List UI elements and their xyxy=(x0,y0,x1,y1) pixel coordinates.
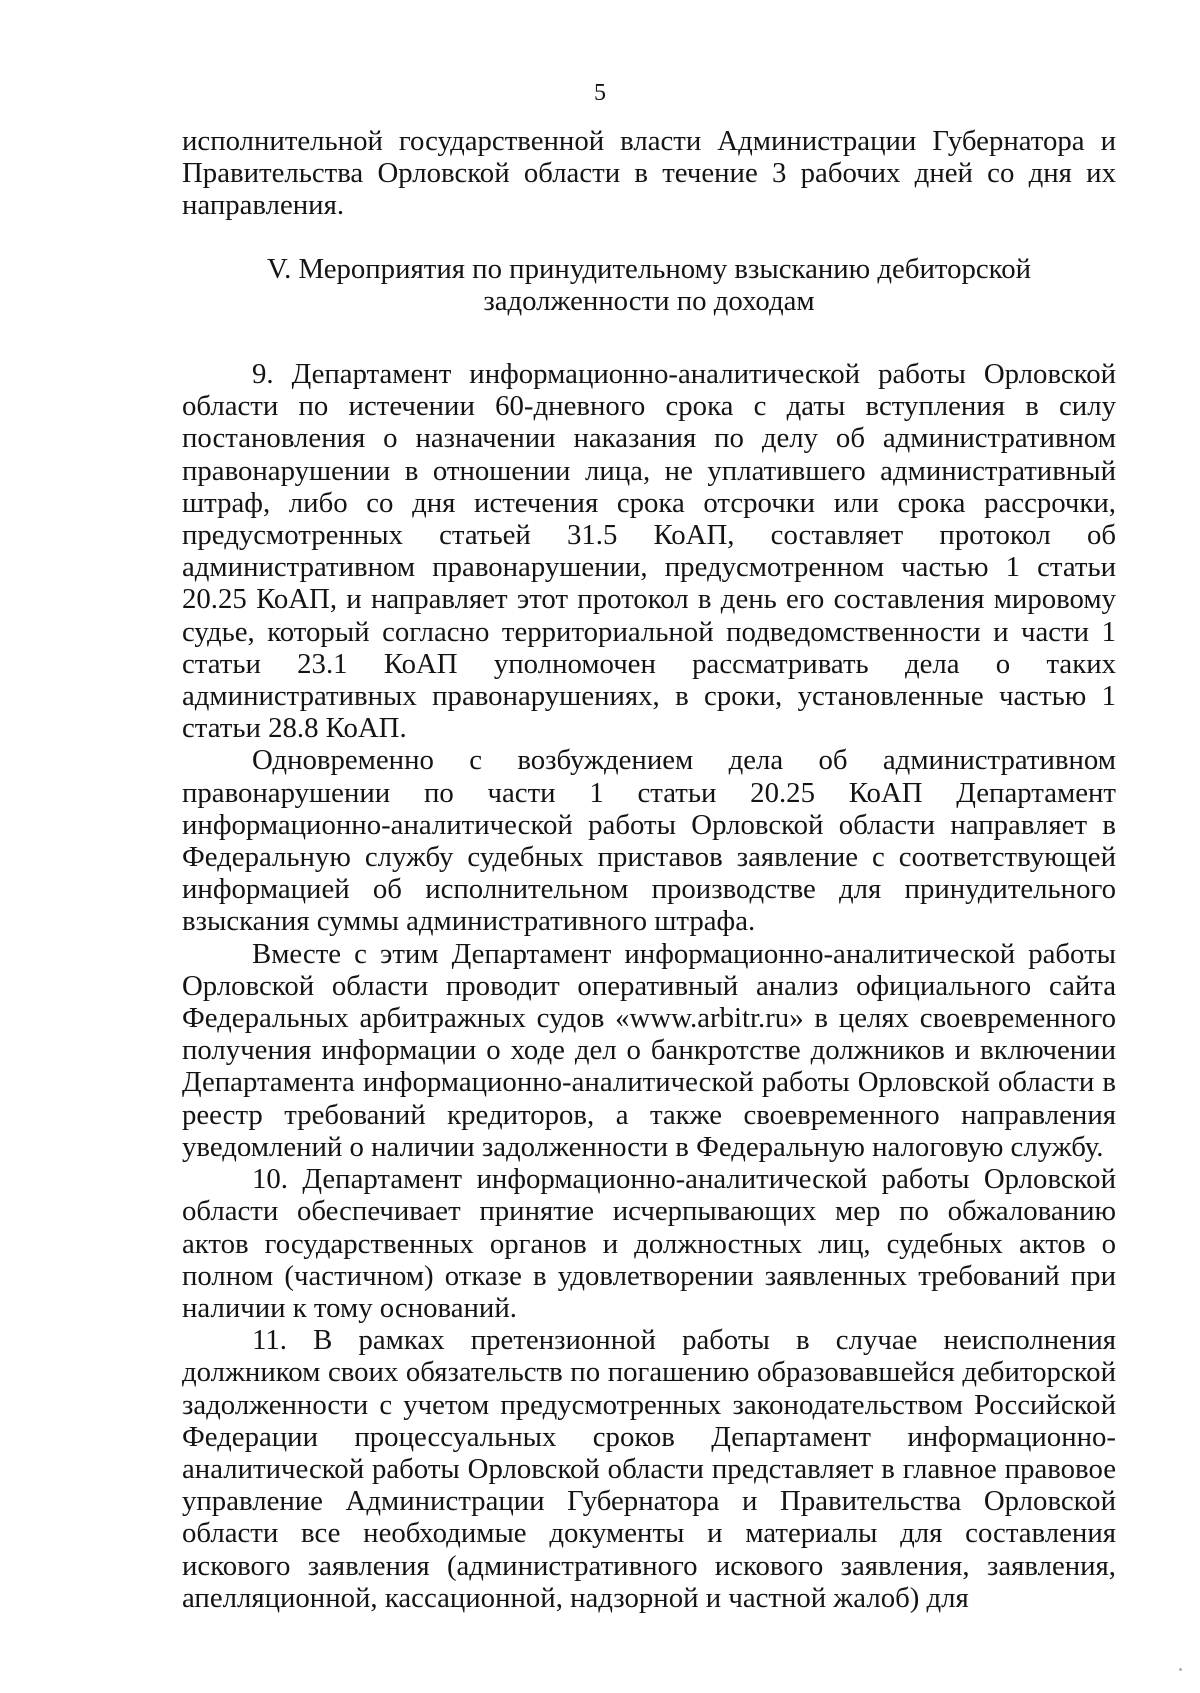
scan-artifact xyxy=(1179,1668,1182,1671)
document-body xyxy=(182,125,1116,1614)
page-number: 5 xyxy=(594,80,606,106)
opening-paragraph: исполнительной государственной власти Администрации Губернатора и Правительства Орловской области в течение 3 рабочих дней со дня их направления. xyxy=(182,125,1116,222)
section-heading-line-2: задолженности по доходам xyxy=(483,284,815,317)
section-heading xyxy=(182,253,1116,317)
paragraph-item-10: 10. Департамент информационно-аналитической работы Орловской области обеспечивает принятие исчерпывающих мер по обжалованию актов государственных органов и должностных лиц, судебных актов о полном (частичном) отказе в удовлетворении заявленных требований при наличии к тому оснований. xyxy=(182,1163,1116,1324)
paragraph-fssp-notice: Одновременно с возбуждением дела об административном правонарушении по части 1 статьи 20.25 КоАП Департамент информационно-аналитической работы Орловской области направляет в Федеральную службу судебных приставов заявление с соответствующей информацией об исполнительном производстве для принудительного взыскания суммы административного штрафа. xyxy=(182,744,1116,938)
paragraph-item-9: 9. Департамент информационно-аналитической работы Орловской области по истечении 60-дневного срока с даты вступления в силу постановления о назначении наказания по делу об административном правонарушении в отношении лица, не уплатившего административный штраф, либо со дня истечения срока отсрочки или срока рассрочки, предусмотренных статьей 31.5 КоАП, составляет протокол об административном правонарушении, предусмотренном частью 1 статьи 20.25 КоАП, и направляет этот протокол в день его составления мировому судье, который согласно территориальной подведомственности и части 1 статьи 23.1 КоАП уполномочен рассматривать дела о таких административных правонарушениях, в сроки, установленные частью 1 статьи 28.8 КоАП. xyxy=(182,358,1116,745)
paragraph-arbitr-analysis: Вместе с этим Департамент информационно-аналитической работы Орловской области проводит оперативный анализ официального сайта Федеральных арбитражных судов «www.arbitr.ru» в целях своевременного получения информации о ходе дел о банкротстве должников и включении Департамента информационно-аналитической работы Орловской области в реестр требований кредиторов, а также своевременного направления уведомлений о наличии задолженности в Федеральную налоговую службу. xyxy=(182,937,1116,1163)
paragraph-item-11: 11. В рамках претензионной работы в случае неисполнения должником своих обязательств по погашению образовавшейся дебиторской задолженности с учетом предусмотренных законодательством Российской Федерации процессуальных сроков Департамент информационно-аналитической работы Орловской области представляет в главное правовое управление Администрации Губернатора и Правительства Орловской области все необходимые документы и материалы для составления искового заявления (административного искового заявления, заявления, апелляционной, кассационной, надзорной и частной жалоб) для xyxy=(182,1324,1116,1614)
section-heading-line-1: V. Мероприятия по принудительному взысканию дебиторской xyxy=(266,252,1032,285)
